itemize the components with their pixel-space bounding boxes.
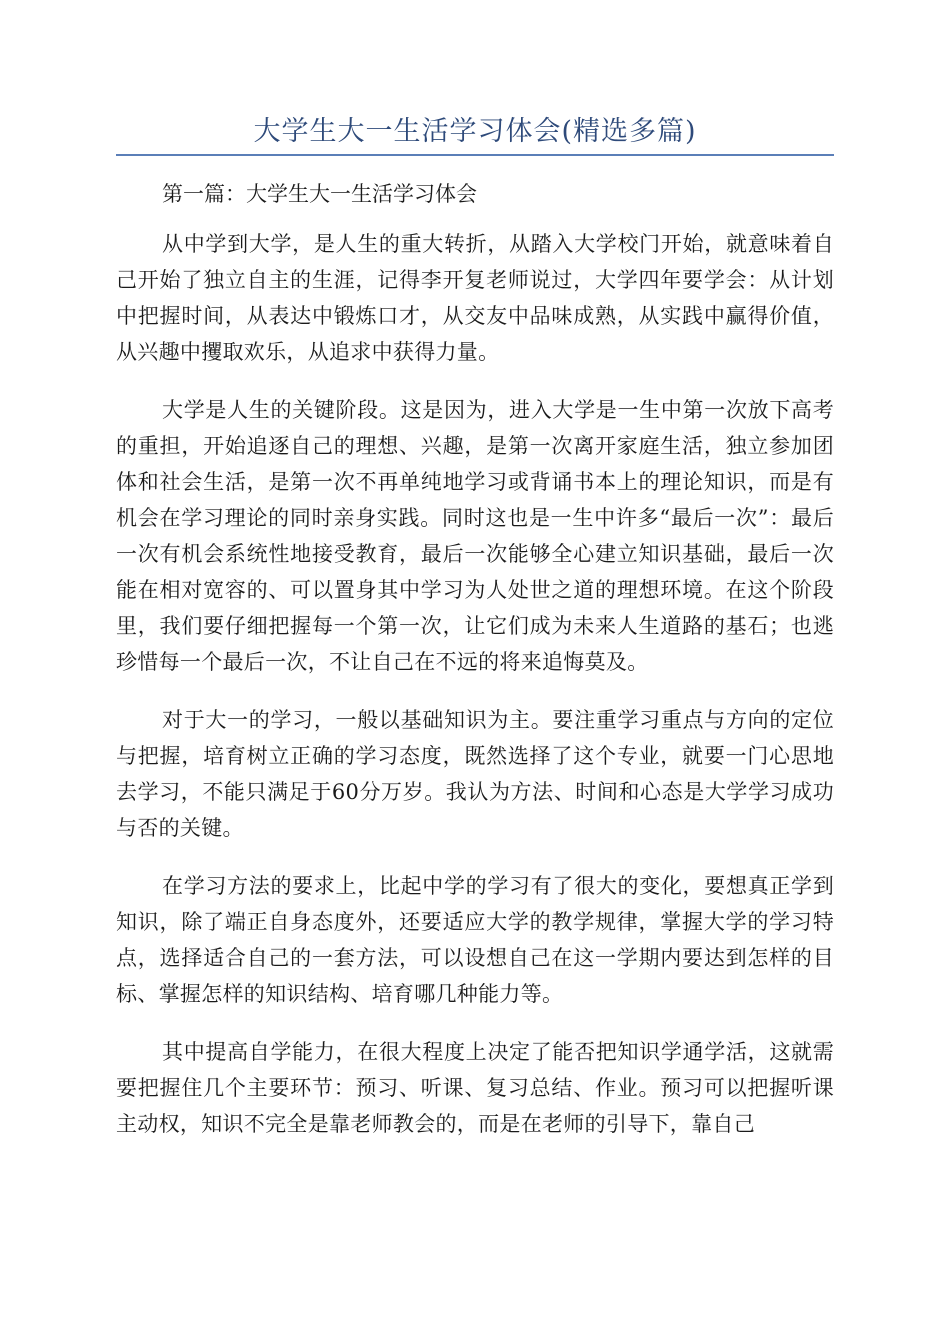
- title-underline: [116, 154, 834, 156]
- document-body: [116, 176, 834, 1164]
- paragraph-1: 从中学到大学，是人生的重大转折，从踏入大学校门开始，就意味着自己开始了独立自主的生涯，记得李开复老师说过，大学四年要学会：从计划中把握时间，从表达中锻炼口才，从交友中品味成熟，从实践中赢得价值，从兴趣中攫取欢乐，从追求中获得力量。: [116, 232, 834, 364]
- paragraph-5: 其中提高自学能力，在很大程度上决定了能否把知识学通学活，这就需要把握住几个主要环节：预习、听课、复习总结、作业。预习可以把握听课主动权，知识不完全是靠老师教会的，而是在老师的引导下，靠自己: [116, 1040, 834, 1136]
- paragraph-2: 大学是人生的关键阶段。这是因为，进入大学是一生中第一次放下高考的重担，开始追逐自己的理想、兴趣，是第一次离开家庭生活，独立参加团体和社会生活，是第一次不再单纯地学习或背诵书本上的理论知识，而是有机会在学习理论的同时亲身实践。同时这也是一生中许多“最后一次”：最后一次有机会系统性地接受教育，最后一次能够全心建立知识基础，最后一次能在相对宽容的、可以置身其中学习为人处世之道的理想环境。在这个阶段里，我们要仔细把握每一个第一次，让它们成为未来人生道路的基石；也逃珍惜每一个最后一次，不让自己在不远的将来追悔莫及。: [116, 398, 834, 674]
- document-title: 大学生大一生活学习体会(精选多篇): [253, 116, 697, 147]
- paragraph-3: 对于大一的学习，一般以基础知识为主。要注重学习重点与方向的定位与把握，培育树立正确的学习态度，既然选择了这个专业，就要一门心思地去学习，不能只满足于60分万岁。我认为方法、时间和心态是大学学习成功与否的关键。: [116, 708, 834, 840]
- paragraph-4: 在学习方法的要求上，比起中学的学习有了很大的变化，要想真正学到知识，除了端正自身态度外，还要适应大学的教学规律，掌握大学的学习特点，选择适合自己的一套方法，可以设想自己在这一学期内要达到怎样的目标、掌握怎样的知识结构、培育哪几种能力等。: [116, 874, 834, 1006]
- section-heading: 第一篇：大学生大一生活学习体会: [162, 182, 477, 206]
